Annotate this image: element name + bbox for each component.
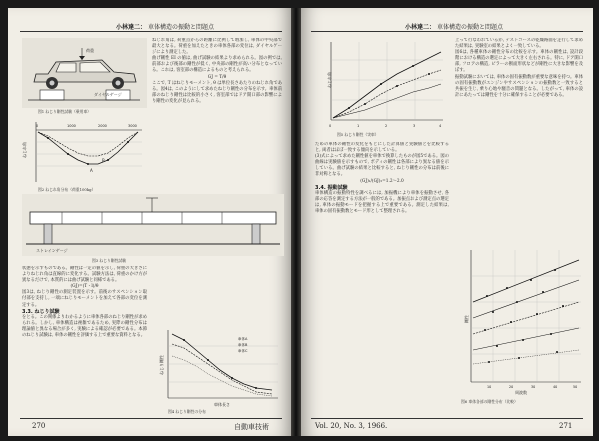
fig4-legend-3: 車体C bbox=[238, 349, 248, 353]
right-header-rule bbox=[311, 31, 583, 32]
fig5-tick-1: 1 bbox=[357, 124, 360, 128]
right-volume: Vol. 20, No. 3, 1966. bbox=[315, 422, 388, 430]
fig6-line-2 bbox=[473, 280, 579, 318]
right-header-author: 小林達二： bbox=[405, 24, 436, 31]
fig6-xlabel: 周波数 bbox=[515, 390, 527, 395]
figure-5-torsion-chart bbox=[315, 38, 447, 130]
left-section-title: 3.3. ねじり試験 bbox=[22, 308, 60, 315]
fig4-legend-2: 車体B bbox=[238, 343, 248, 347]
fig6-tick-3: 40 bbox=[553, 385, 558, 389]
figure-1-car-rig bbox=[22, 38, 147, 108]
right-col1-para-1: ための車体の剛性の変化をもとにした計算値と実験値とを比較すると, 両者はほぼ一致する傾向を示している。 bbox=[315, 142, 449, 154]
fig2-curve-a-label: A bbox=[90, 168, 93, 173]
right-page bbox=[301, 8, 593, 436]
figure-4-stiffness-chart bbox=[154, 326, 282, 408]
right-col1 bbox=[315, 142, 449, 414]
fig5-tick-4: 4 bbox=[439, 124, 442, 128]
fig2-tick-2: 2000 bbox=[98, 124, 107, 128]
fig2-curve-b-label: B bbox=[102, 158, 105, 163]
fig5-tick-2: 2 bbox=[385, 124, 388, 128]
fig6-tick-0: 10 bbox=[487, 385, 492, 389]
left-journal-name: 自動車技術 bbox=[234, 423, 269, 431]
fig3-caption: 図3 ねじり剛性試験 bbox=[92, 258, 126, 263]
left-col2-para-2: 曲げ剛性 EI の値は, 曲げ試験の結果より求められる。図の例では, 前部および後部の剛性が低く, 中央部の剛性が高い分布となっている。これは, 客室部の構造によるものと考えられる。 bbox=[152, 56, 282, 74]
right-col1-equation: (GJ)₁/(GJ)₂=1.2〜2.0 bbox=[360, 178, 404, 184]
fig2-tick-3: 3000 bbox=[128, 124, 137, 128]
fig5-tick-0: 0 bbox=[329, 124, 332, 128]
fig6-tick-2: 30 bbox=[531, 385, 536, 389]
left-header-title: 車体構造の振動と問題点 bbox=[147, 24, 214, 31]
fig6-ylabel: 剛性 bbox=[464, 315, 469, 323]
left-col1-para-2: 図3は, ねじり剛性の測定装置を示す。前後のサスペンション取付部を支持し, 一端にねじりモーメントを加えて各部の変位を測定する。 bbox=[22, 290, 147, 308]
left-header-author: 小林達二： bbox=[116, 24, 147, 31]
fig6-line-1 bbox=[473, 260, 579, 302]
left-col1-lower bbox=[22, 266, 147, 416]
figure-3-torsion-rig bbox=[22, 194, 284, 256]
right-section-title: 3.4. 振動試験 bbox=[315, 184, 348, 191]
figure-2-deflection-chart bbox=[22, 118, 147, 186]
left-col1-para-1: 状態を示すものである。剛性は一定の値を示し, 荷重の大きさによりねじれ角は直線的に変化する。試験方法は, 荷重のかけ方が異なるだけで, 本質的には曲げ試験と同様である。 bbox=[22, 266, 147, 284]
right-col2-para-2: 図6は, 各種車体の剛性分布の比較を示す。車体の剛性は, 設計段階における構造の選定によって大きく左右される。特に, ドア開口部, フロアの構造, ピラーの断面形状などが剛性に大きな影響を及ぼす。 bbox=[455, 50, 583, 74]
right-footer-rule bbox=[311, 418, 583, 419]
left-col2-para-3: ここで, T はねじりモーメント, θ は単位長さあたりのねじれ角である。図4は, このようにして求めたねじり剛性の分布を示す。車体前部のねじり剛性は比較的小さく, 客室部ではドア開口部の影響により剛性の変化が見られる。 bbox=[152, 80, 282, 104]
right-col1-para-2: (3)式によって求めた剛性値を車体で換算したものが図5である。図の曲線は実験値を示すもので, ボディの剛性は各部により異なる値を示している。曲げ試験の結果と比較すると, ねじり剛性の分布は前後に非対称となる。 bbox=[315, 154, 449, 178]
fig2-curve-a bbox=[38, 132, 138, 164]
fig6-tick-4: 50 bbox=[573, 385, 578, 389]
fig2-ylabel: ねじれ角 bbox=[22, 142, 27, 158]
fig5-caption: 図5 ねじり剛性（実車） bbox=[337, 132, 379, 137]
fig1-loading-label: 荷重 bbox=[86, 48, 94, 53]
right-col1-para-3: 車体構造の振動特性を調べるには, 加振機により車体を振動させ, 各部の応答を測定する方法が一般的である。加振点および測定点の選定は, 車体の振動モードを把握する上で重要である。測定した結果は, 車体の固有振動数とモード形として整理される。 bbox=[315, 190, 449, 215]
left-col2-para-1: ねじれ角は, 荷重点からの距離に比例して増加し, 車体の中央部で最大となる。荷重を加えたときの車体各部の変位は, ダイヤルゲージにより測定した。 bbox=[152, 38, 282, 56]
fig2-tick-0: 0 bbox=[36, 124, 39, 128]
fig3-gauge-label: ストレインゲージ bbox=[36, 248, 68, 253]
fig4-series-1 bbox=[172, 334, 272, 390]
fig5-tick-3: 3 bbox=[413, 124, 416, 128]
fig4-ylabel: ねじり剛性 bbox=[159, 355, 164, 375]
left-page-number: 270 bbox=[32, 422, 46, 430]
right-col2-upper bbox=[455, 38, 583, 238]
fig6-line-4 bbox=[473, 328, 579, 350]
right-page-number: 271 bbox=[559, 422, 573, 430]
fig2-caption: 図2 ねじれ角分布（荷重100kg） bbox=[38, 187, 96, 192]
fig4-legend-1: 車体A bbox=[238, 337, 248, 341]
fig4-series-2 bbox=[172, 344, 272, 394]
fig5-ylabel: ねじれ角 bbox=[327, 72, 332, 88]
right-header bbox=[405, 22, 503, 31]
right-col2-para-1: 上って行なわれているが, テストコースの乾燥路面を走行して求めた結果は, 実験室の結果とよく一致している。 bbox=[455, 38, 583, 50]
figure-6-comparison-chart bbox=[457, 246, 585, 396]
left-col1-equation: (GJ)=(T・l)/θ bbox=[70, 284, 99, 290]
fig1-caption: 図1 ねじり剛性試験（乗用車） bbox=[38, 109, 91, 114]
left-col2-upper bbox=[152, 38, 282, 188]
left-col1-para-3: をとる。この関係よりわかるように車体各部のねじり剛性が求められる。しかし, 車体構造は複雑であるため, 実際の剛性分布は理論値と異なる場合が多く, 実験による確認が必要である。本節のねじり試験は, 車体の剛性を評価する上で重要な資料となる。 bbox=[22, 314, 147, 339]
fig2-curve-b bbox=[38, 132, 138, 156]
left-header-rule bbox=[20, 31, 282, 32]
right-header-title: 車体構造の振動と問題点 bbox=[436, 24, 503, 31]
left-page bbox=[8, 8, 291, 436]
left-header bbox=[116, 22, 214, 31]
fig6-tick-1: 20 bbox=[509, 385, 514, 389]
fig1-gauge-label: ダイヤルゲージ bbox=[94, 92, 122, 97]
fig6-caption: 図6 車体各部の剛性分布（比較） bbox=[461, 399, 518, 404]
fig4-xlabel: 車体長さ bbox=[214, 402, 230, 407]
fig4-caption: 図4 ねじり剛性の分布 bbox=[168, 409, 206, 414]
left-col2-equation: GJ = T/θ bbox=[207, 74, 227, 80]
right-col2-para-3: 振動試験においては, 車体の固有振動数が重要な意味を持つ。車体の固有振動数がエンジンやサスペンションの振動数と一致すると共振を生じ, 乗り心地や騒音の問題となる。したがって, 車体の設計にあたっては剛性を十分に確保することが必要である。 bbox=[455, 74, 583, 98]
left-footer-rule bbox=[20, 418, 282, 419]
fig4-series-3 bbox=[172, 356, 272, 396]
fig2-tick-1: 1000 bbox=[67, 124, 76, 128]
